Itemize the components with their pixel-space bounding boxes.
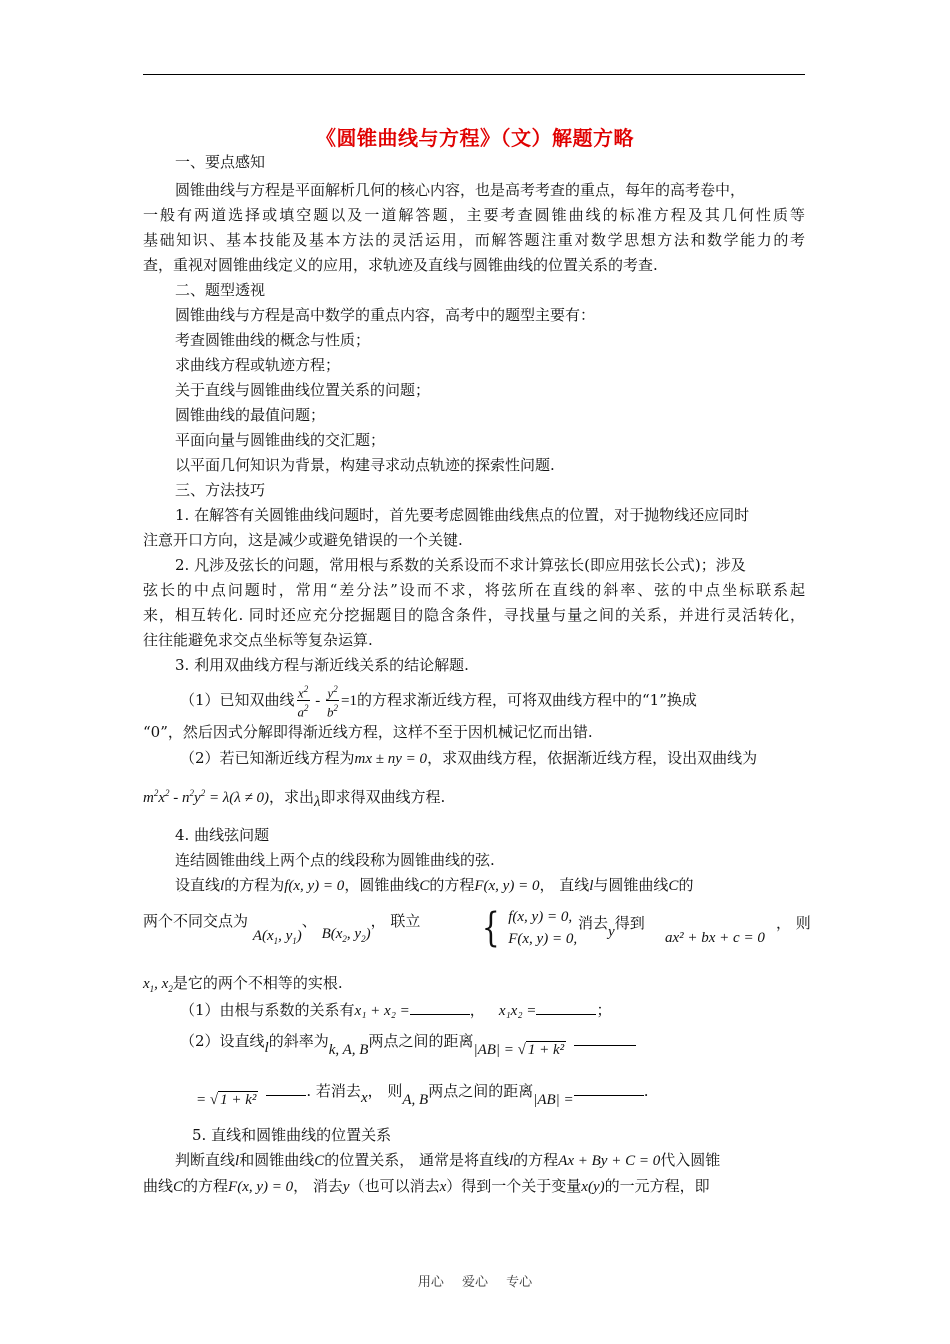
list-item: 关于直线与圆锥曲线位置关系的问题；: [175, 381, 431, 399]
distance-blank-3[interactable]: [574, 1083, 644, 1096]
intersection-line: 两个不同交点为 $A(x_1$, $y_1$)、 $B(x_2$, $y_2$)， 联立: [143, 912, 421, 946]
quadratic-line: ax² + bx + c = 0: [665, 930, 765, 946]
left-brace: {: [481, 905, 500, 951]
section-heading-2: 二、题型透视: [175, 281, 266, 299]
paragraph-line: 往往能避免求交点坐标等复杂运算.: [143, 631, 373, 649]
paragraph-line: 基础知识、基本技能及基本方法的灵活运用，而解答题注重对数学思想方法和数学能力的考: [143, 231, 805, 249]
vieta-line: （1）由根与系数的关系有x₁ + x₂ = ， x₁x₂ = ；: [180, 1001, 612, 1019]
product-blank[interactable]: [536, 1002, 596, 1015]
paragraph-line: 弦长的中点问题时，常用“差分法”设而不求，将弦所在直线的斜率、弦的中点坐标联系起: [143, 581, 805, 599]
paragraph-line: 圆锥曲线与方程是平面解析几何的核心内容，也是高考考查的重点，每年的高考卷中，: [175, 181, 746, 199]
list-item: 以平面几何知识为背景，构建寻求动点轨迹的探索性问题.: [175, 456, 555, 474]
paragraph-line: 4. 曲线弦问题: [175, 826, 270, 844]
hyperbola-line: （1）已知双曲线 $\frac{x^2}{a^2}$ - $\frac{y^2}{b^2}$ =1的方程求渐近线方程，可将双曲线方程中的“1”换成: [180, 684, 697, 720]
paragraph-line: 3. 利用双曲线方程与渐近线关系的结论解题.: [175, 656, 469, 674]
paragraph-line: 来，相互转化. 同时还应充分挖掘题目的隐含条件，寻找量与量之间的关系，并进行灵活转化，: [143, 606, 805, 624]
chord-setup-line: 设直线l的方程为f(x, y) = 0，圆锥曲线C的方程F(x, y) = 0， 直线l与圆锥曲线C的: [175, 876, 694, 894]
paragraph-line: 5. 直线和圆锥曲线的位置关系: [192, 1126, 392, 1144]
page-title: 《圆锥曲线与方程》（文）解题方略: [316, 126, 634, 150]
paragraph-line: 一般有两道选择或填空题以及一道解答题，主要考查圆锥曲线的标准方程及其几何性质等: [143, 206, 805, 224]
sum-blank[interactable]: [410, 1002, 470, 1015]
paragraph-line: 2. 凡涉及弦长的问题，常用根与系数的关系设而不求计算弦长(即应用弦长公式)；涉及: [175, 556, 746, 574]
distance-blank-2[interactable]: [266, 1083, 306, 1096]
roots-line: $x_1$, $x_2$是它的两个不相等的实根.: [143, 974, 343, 994]
fraction-x2-a2: $\frac{x^2}{a^2}$: [297, 684, 309, 720]
then-label: ， 则: [776, 914, 811, 932]
paragraph-line: “0”，然后因式分解即得渐近线方程，这样不至于因机械记忆而出错.: [143, 723, 593, 741]
distance-line-1: （2）设直线l的斜率为k, A, B两点之间的距离|AB| = √ 1 + k²: [180, 1030, 636, 1053]
page-footer: 用心 爱心 专心: [417, 1275, 533, 1290]
list-item: 考查圆锥曲线的概念与性质；: [175, 331, 371, 349]
header-rule: [143, 74, 805, 75]
paragraph-line: 注意开口方向，这是减少或避免错误的一个关键.: [143, 531, 463, 549]
asymptote-line: （2）若已知渐近线方程为mx ± ny = 0，求双曲线方程，依据渐近线方程，设出双曲线为: [180, 749, 758, 767]
position-line-2: 曲线C的方程F(x, y) = 0， 消去y（也可以消去x）得到一个关于变量x(y)的一元方程，即: [143, 1177, 710, 1195]
eliminate-line: 消去y得到: [578, 914, 645, 940]
section-heading-1: 一、要点感知: [175, 153, 266, 171]
paragraph-line: 圆锥曲线与方程是高中数学的重点内容，高考中的题型主要有：: [175, 306, 596, 324]
position-line-1: 判断直线l和圆锥曲线C的位置关系， 通常是将直线l的方程Ax + By + C = 0代入圆锥: [175, 1151, 721, 1169]
paragraph-line: 查，重视对圆锥曲线定义的应用，求轨迹及直线与圆锥曲线的位置关系的考查.: [143, 256, 658, 274]
list-item: 求曲线方程或轨迹方程；: [175, 356, 341, 374]
fraction-y2-b2: $\frac{y^2}{b^2}$: [327, 684, 339, 720]
list-item: 平面向量与圆锥曲线的交汇题；: [175, 431, 386, 449]
distance-line-2: = √ 1 + k² . 若消去x， 则A, B两点之间的距离|AB| = .: [196, 1082, 649, 1108]
paragraph-line: 1. 在解答有关圆锥曲线问题时，首先要考虑圆锥曲线焦点的位置，对于抛物线还应同时: [175, 506, 750, 524]
paragraph-line: 连结圆锥曲线上两个点的线段称为圆锥曲线的弦.: [175, 851, 495, 869]
equation-system: { f(x, y) = 0, F(x, y) = 0,: [481, 905, 578, 951]
hyperbola-form-line: $m^2x^2 - n^2y^2 = \lambda(\lambda \ne 0)$，求出λ即求得双曲线方程.: [143, 788, 446, 810]
list-item: 圆锥曲线的最值问题；: [175, 406, 326, 424]
section-heading-3: 三、方法技巧: [175, 481, 266, 499]
distance-blank-1[interactable]: [574, 1033, 636, 1046]
